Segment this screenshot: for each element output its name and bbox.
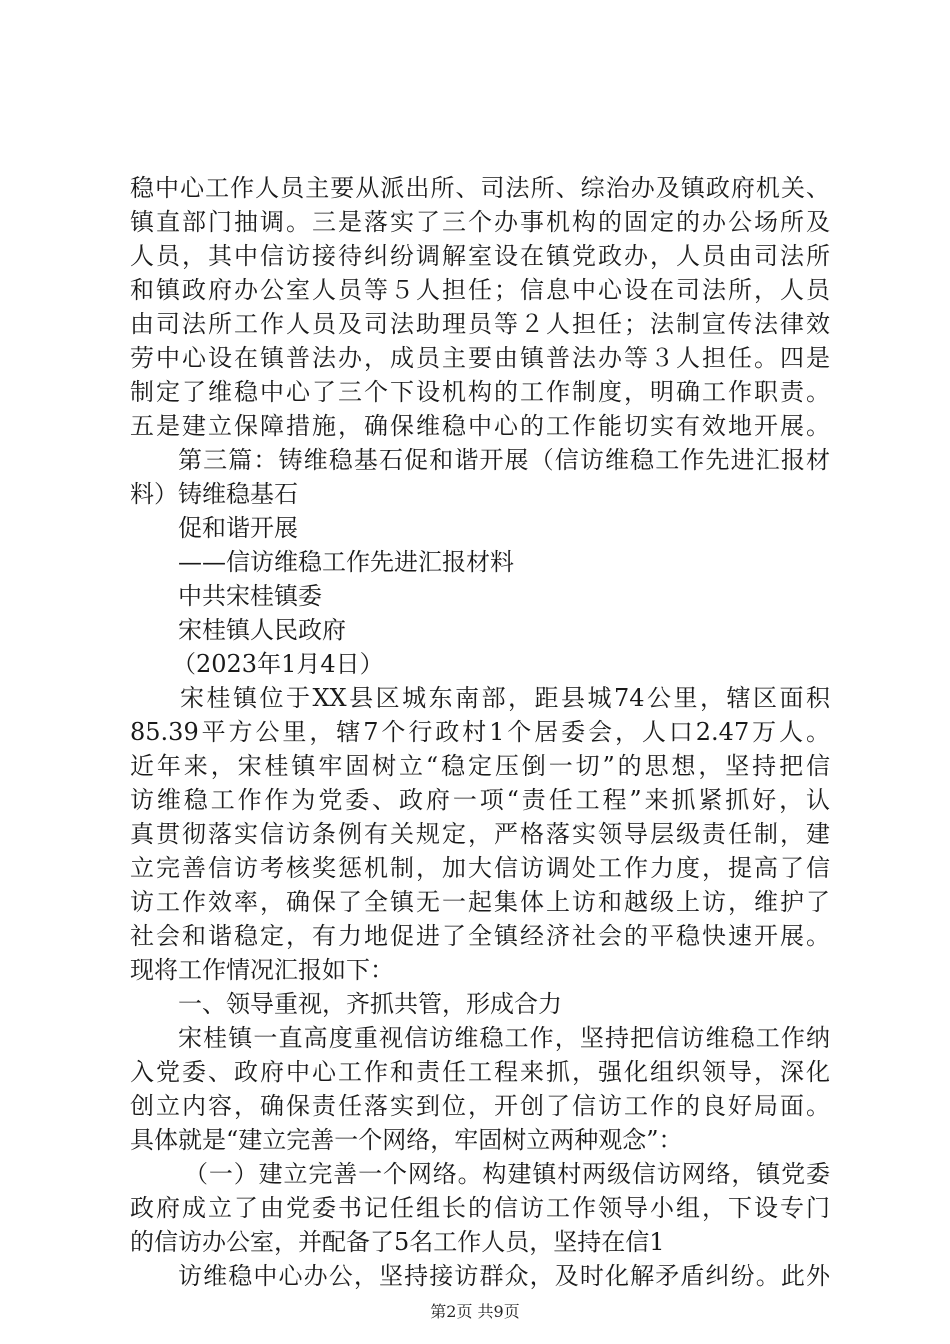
body-line: 访工作效率，确保了全镇无一起集体上访和越级上访，维护了 <box>130 888 830 916</box>
body-line: 入党委、政府中心工作和责任工程来抓，强化组织领导，深化 <box>130 1058 830 1086</box>
body-line: 制定了维稳中心了三个下设机构的工作制度，明确工作职责。 <box>130 378 830 406</box>
body-line: 由司法所工作人员及司法助理员等２人担任；法制宣传法律效 <box>130 310 830 338</box>
page-number: 第2页 <box>430 1302 473 1321</box>
body-line: 立完善信访考核奖惩机制，加大信访调处工作力度，提高了信 <box>130 854 830 882</box>
section-heading-continued: 料）铸维稳基石 <box>130 480 298 508</box>
body-line: 宋桂镇位于XX县区城东南部，距县城74公里，辖区面积 <box>180 684 830 712</box>
body-line: 访维稳工作作为党委、政府一项“责任工程”来抓紧抓好，认 <box>130 786 830 814</box>
report-subtitle: ——信访维稳工作先进汇报材料 <box>178 548 514 576</box>
body-line: （一）建立完善一个网络。构建镇村两级信访网络，镇党委 <box>184 1160 830 1188</box>
subsection-heading: 一、领导重视，齐抓共管，形成合力 <box>178 990 562 1018</box>
body-line: 的信访办公室，并配备了5名工作人员，坚持在信1 <box>130 1228 665 1256</box>
body-line: 劳中心设在镇普法办，成员主要由镇普法办等３人担任。四是 <box>130 344 830 372</box>
page-total: 共9页 <box>477 1302 520 1321</box>
report-title: 促和谐开展 <box>178 514 298 542</box>
issuer-government: 宋桂镇人民政府 <box>178 616 346 644</box>
body-line: 近年来，宋桂镇牢固树立“稳定压倒一切”的思想，坚持把信 <box>130 752 830 780</box>
body-line: 宋桂镇一直高度重视信访维稳工作，坚持把信访维稳工作纳 <box>178 1024 830 1052</box>
body-line: 85.39平方公里，辖7个行政村1个居委会，人口2.47万人。 <box>130 718 830 746</box>
section-heading: 第三篇：铸维稳基石促和谐开展（信访维稳工作先进汇报材 <box>178 446 830 474</box>
body-line: 人员，其中信访接待纠纷调解室设在镇党政办，人员由司法所 <box>130 242 830 270</box>
body-line: 镇直部门抽调。三是落实了三个办事机构的固定的办公场所及 <box>130 208 830 236</box>
body-line: 访维稳中心办公，坚持接访群众，及时化解矛盾纠纷。此外 <box>178 1262 830 1290</box>
report-date: （2023年1月4日） <box>172 650 384 678</box>
page-footer <box>0 1302 950 1322</box>
body-line: 和镇政府办公室人员等５人担任；信息中心设在司法所，人员 <box>130 276 830 304</box>
body-line: 现将工作情况汇报如下： <box>130 956 394 984</box>
body-line: 五是建立保障措施，确保维稳中心的工作能切实有效地开展。 <box>130 412 830 440</box>
body-line: 政府成立了由党委书记任组长的信访工作领导小组，下设专门 <box>130 1194 830 1222</box>
body-line: 社会和谐稳定，有力地促进了全镇经济社会的平稳快速开展。 <box>130 922 830 950</box>
body-line: 具体就是“建立完善一个网络，牢固树立两种观念”： <box>130 1126 683 1154</box>
body-line: 真贯彻落实信访条例有关规定，严格落实领导层级责任制，建 <box>130 820 830 848</box>
issuer-party-committee: 中共宋桂镇委 <box>178 582 322 610</box>
body-line: 稳中心工作人员主要从派出所、司法所、综治办及镇政府机关、 <box>130 174 830 202</box>
body-line: 创立内容，确保责任落实到位，开创了信访工作的良好局面。 <box>130 1092 830 1120</box>
